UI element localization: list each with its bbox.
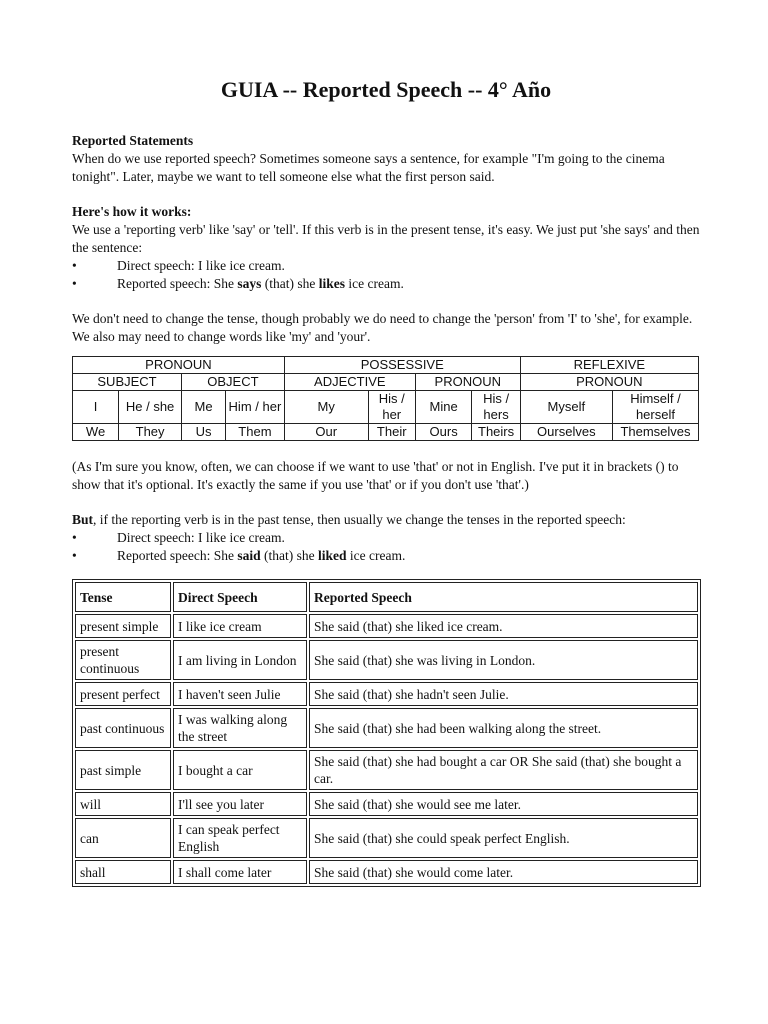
tense-header: Tense — [75, 582, 171, 612]
past-example-list — [72, 529, 700, 565]
section-heading-reported-statements: Reported Statements — [72, 133, 194, 148]
table-row: We They Us Them Our Their Ours Theirs Ourselves Themselves — [73, 424, 699, 441]
list-item: • Direct speech: I like ice cream. — [72, 258, 285, 273]
table-row: can I can speak perfect English She said (that) she could speak perfect English. — [75, 818, 698, 858]
pronoun-table — [72, 356, 699, 441]
table-row: will I'll see you later She said (that) she would see me later. — [75, 792, 698, 816]
bullet-icon: • — [72, 258, 77, 273]
how-it-works-paragraph: We use a 'reporting verb' like 'say' or 'tell'. If this verb is in the present tense, it's easy. We just put 'she says' and then the sentence: — [72, 222, 700, 255]
tense-table — [72, 579, 701, 887]
list-item: • Reported speech: She said (that) she liked ice cream. — [72, 548, 406, 563]
table-row: I He / she Me Him / her My His / her Mine His / hers Myself Himself / herself — [73, 391, 699, 424]
table-row: present continuous I am living in London She said (that) she was living in London. — [75, 640, 698, 680]
reflexive-group-header: REFLEXIVE — [520, 357, 698, 374]
subject-header: SUBJECT — [73, 374, 182, 391]
reported-speech-header: Reported Speech — [309, 582, 698, 612]
table-row: past continuous I was walking along the street She said (that) she had been walking along the street. — [75, 708, 698, 748]
section-heading-how-it-works: Here's how it works: — [72, 204, 192, 219]
table-row: present simple I like ice cream She said (that) she liked ice cream. — [75, 614, 698, 638]
document-page — [72, 76, 700, 887]
object-header: OBJECT — [182, 374, 285, 391]
present-example-list — [72, 257, 700, 293]
possessive-group-header: POSSESSIVE — [284, 357, 520, 374]
list-item: • Direct speech: I like ice cream. — [72, 530, 285, 545]
table-row: shall I shall come later She said (that) she would come later. — [75, 860, 698, 884]
page-title: GUIA -- Reported Speech -- 4° Año — [220, 77, 552, 102]
table-header-row — [75, 582, 698, 612]
reflexive-pronoun-header: PRONOUN — [520, 374, 698, 391]
table-row: past simple I bought a car She said (that) she had bought a car OR She said (that) she bought a car. — [75, 750, 698, 790]
past-tense-paragraph: But, if the reporting verb is in the past tense, then usually we change the tenses in the reported speech: — [72, 512, 626, 527]
bullet-icon: • — [72, 530, 77, 545]
bullet-icon: • — [72, 276, 77, 291]
pronoun-group-header: PRONOUN — [73, 357, 285, 374]
that-optional-paragraph: (As I'm sure you know, often, we can choose if we want to use 'that' or not in English. I've put it in brackets () to show that it's optional. It's exactly the same if you use 'that' or if you don't use 'that'.) — [72, 459, 679, 492]
intro-paragraph: When do we use reported speech? Sometimes someone says a sentence, for example "I'm going to the cinema tonight". Later, maybe we want to tell someone else what the first person said. — [72, 151, 665, 184]
list-item: • Reported speech: She says (that) she likes ice cream. — [72, 276, 404, 291]
adjective-header: ADJECTIVE — [284, 374, 415, 391]
table-row: present perfect I haven't seen Julie She said (that) she hadn't seen Julie. — [75, 682, 698, 706]
possessive-pronoun-header: PRONOUN — [415, 374, 520, 391]
bullet-icon: • — [72, 548, 77, 563]
direct-speech-header: Direct Speech — [173, 582, 307, 612]
person-change-paragraph: We don't need to change the tense, though probably we do need to change the 'person' from 'I' to 'she', for example. We also may need to change words like 'my' and 'your'. — [72, 311, 693, 344]
